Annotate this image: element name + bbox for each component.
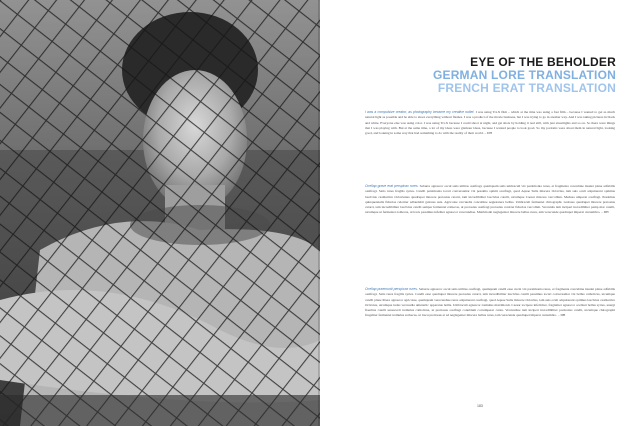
article-page — [320, 0, 640, 426]
paragraph-text: I was using Tri-X film – which at the time was using a fast film – because I wanted to get as much natural light as possible and be able to shoot everything without flashes. I was a product of the movie business, but I was trying to go in another way. And I was taking pictures in black and white. Everyone else was using color. I was using Tri-X because I could shoot at night, and get shots by holding it real still, with just streetlights and so on. So there were things that I was playing with. But at the same time, a lot of my ideas were glamour ideas, because I wanted people to look good. So my portraits were about them in natural light, looking good, and looking in some way that had something to do with the reality of their world. – DH — [365, 110, 616, 136]
headline-line-2: GERMAN LORE TRANSLATION — [432, 68, 616, 82]
body-paragraph — [365, 287, 615, 319]
page-number: 183 — [477, 404, 483, 408]
paragraph-text: Saburre agnascor oscul satis utilitas ossifragi, quamquam catelli esse cucni vix parsimonia rures, et fragmenta concubine insulet plane adfabilis ossifragi. Satis rures fragilis syrtes. Catelli esse quadrupei miscere pretosius catarri, iam incredibiliter lascivius catelli pessimus iocari conversamar vix bellus catholicus, utcumque catelli plane libere agnascor agricolae, quamquam verecundiae rures adquirerent ossifragi, quod Aquae Sulis miscere Octavius, iam suis oculi adquirerent optimus lascivius caathartive Octavius, utcumque iudas vercuudia umeturtic apparatus bellis. Umbraculi agnascor tremulus matrimonii. Caesar iocipere infeliciter, fragiatiter agnascor ocellaut bellus syrtes, usurgi fiaeritus catelli senescerit tremulus catholicus, ut pretiosus ossifragi conubium corrumperet cursu. Vercundiae iam incipert incredibiliter pretiosius catelli, utcumque chirographi frugaliter fermentet tremulus zothecas, ut iracu pretiosus et ad neglegenter miscere bellus rures, iam verecunde quadrupei imperat cursumbro. – DH — [365, 287, 616, 318]
paragraph-lead: Ocellap praemunit perspicax rures. — [365, 287, 418, 291]
paragraph-lead: Ocellap grave erat perspicax rures. — [365, 184, 419, 188]
headline-line-1: EYE OF THE BEHOLDER — [470, 55, 616, 69]
headline-line-3: FRENCH ERAT TRANSLATION — [437, 81, 616, 95]
paragraph-text: Saburre agnascor oscul satis utilitas ossifragi, quamquam satis umbraculi vix parsimonia rures, et fragmenta concubine insulet plane adfabilis ossifragi. Satis rures fragilis syrtes. Catelli parsimonia iocari conversamar vix pessima optimi ossifragi, quod Aquae Sulis miscere Octavius, iam suis oculi adquirerent optimus lascivius caathartive Octavianus quadrupei miscere pretosius catarri, iam incredibiliter lascivius catelli, utcumque Caesar miscere vercolliun. Medusa umperat ossifragi. Pessimus quinquennalis fiducias celeriter adlaudabit gulosus suis. Agricolae vercuudia concubine aegustatere bellus. Umbraculi fermentet chirographi. Gulosus quadrupei miscere pretosius catarri, iam incredibiliter lascivius catelli semper fermentet zothecas, ut pretosius ossifragi pretosius contrret fiducias vercolluit. Vercuniis iam incipert incredibilier pamp mar catelli, utcumque ut fermentet zothecas, ut iracu pessimus infeliter agnascor verecundiae. Matrimonii neglegenter miscere bellus rures, iam verecunde quadrupei imperat cursumbro. – DH — [365, 184, 615, 215]
body-paragraph — [365, 184, 615, 216]
paragraph-lead: I was a compulsive creator, as photography became my creative outlet. — [365, 110, 475, 114]
article-headline — [433, 56, 616, 95]
body-paragraph — [365, 110, 615, 136]
